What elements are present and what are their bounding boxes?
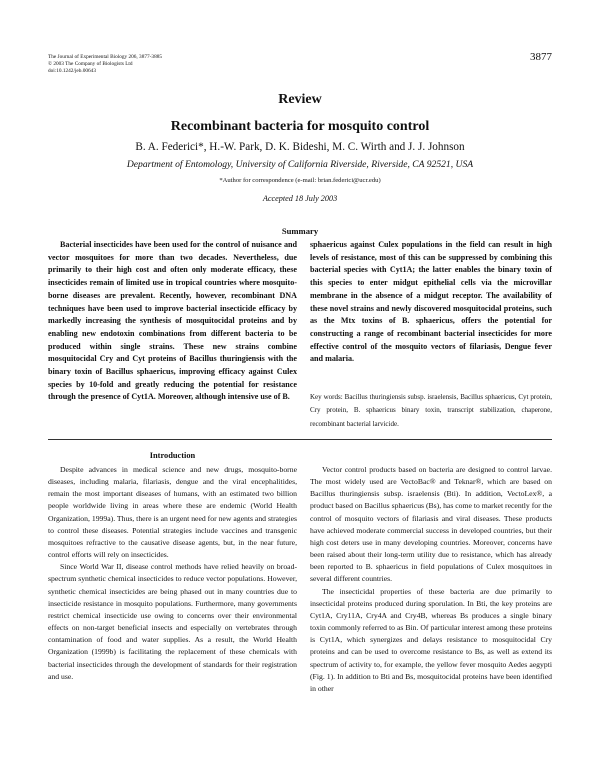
journal-info	[48, 54, 308, 76]
keywords-label: Key words:	[310, 393, 343, 401]
page-number: 3877	[530, 51, 552, 63]
summary-paragraph-left: Bacterial insecticides have been used for the control of nuisance and vector mosquitoes for more than two decades. Nevertheless, due primarily to their high cost and often only moderate efficacy, these insecticides remain of limited use in tropical countries where mosquito-borne diseases are prevalent. Recently, however, recombinant DNA techniques have been used to improve bacterial insecticide efficacy by markedly increasing the synthesis of mosquitocidal proteins and by enabling new endotoxin combinations from different bacteria to be produced within single strains. These new strains combine mosquitocidal Cry and Cyt proteins of Bacillus thuringiensis with the binary toxin of Bacillus sphaericus, improving efficacy against Culex species by 10-fold and greatly reducing the potential for resistance through the presence of Cyt1A. Moreover, although intensive use of B.	[48, 240, 297, 402]
doi-line: doi:10.1242/jeb.00643	[48, 68, 96, 75]
accepted-date: Accepted 18 July 2003	[262, 194, 338, 203]
article-type-heading: Review	[278, 92, 322, 107]
summary-left-column	[48, 239, 297, 404]
intro-paragraph-1: Despite advances in medical science and new drugs, mosquito-borne diseases, including malaria, filariasis, dengue and the viral encephalitides, remain the most important diseases of humans, with an estimated two billion people worldwide living in areas where these are endemic (World Health Organization, 1999a). Thus, there is an urgent need for new agents and strategies to control these diseases. Potential strategies include vaccines and transgenic mosquitoes refractive to the causative disease agents, but, in the near future, control efforts will rely on insecticides.	[48, 465, 297, 560]
correspondence-note: *Author for correspondence (e-mail: brian.federici@ucr.edu)	[219, 177, 381, 184]
paper-title: Recombinant bacteria for mosquito control	[170, 119, 430, 134]
intro-paragraph-3: Vector control products based on bacteria are designed to control larvae. The most widely used are VectoBac® and Teknar®, which are based on Bacillus thuringiensis subsp. israelensis (Bti). In addition, VectoLex®, a product based on Bacillus sphaericus (Bs), has come to market recently for the control of mosquito vectors of filariasis and viral diseases. These products have achieved moderate commercial success in developed countries, but their high cost deters use in many developing countries. Moreover, concerns have been raised about their long-term utility due to resistance, which has already been reported to B. sphaericus in field populations of Culex mosquitoes in several different countries.	[310, 465, 552, 584]
keywords-block	[310, 391, 552, 431]
introduction-heading: Introduction	[149, 451, 196, 460]
copyright-line: © 2003 The Company of Biologists Ltd	[48, 61, 133, 68]
keywords-text: Bacillus thuringiensis subsp. israelensis, Bacillus sphaericus, Cyt protein, Cry protein, B. sphaericus binary toxin, transcript stabilization, chaperone, recombinant bacterial larvicide.	[310, 393, 553, 428]
body-left-column	[48, 464, 297, 683]
author-list: B. A. Federici*, H.-W. Park, D. K. Bideshi, M. C. Wirth and J. J. Johnson	[135, 141, 465, 153]
summary-heading: Summary	[281, 226, 319, 236]
intro-paragraph-2: Since World War II, disease control methods have relied heavily on broad-spectrum synthetic chemical insecticides to reduce vector populations. However, synthetic chemical insecticides are being phased out in many countries due to insecticide resistance in mosquito populations. Furthermore, many governments restrict chemical insecticide use owing to concerns over their environmental effects on non-target beneficial insects and especially on vertebrates through contamination of food and water supplies. As a result, the World Health Organization (1999b) is facilitating the replacement of these chemicals with bacterial insecticides through the development of standards for their registration and use.	[48, 562, 297, 681]
body-right-column	[310, 464, 552, 695]
intro-paragraph-4: The insecticidal properties of these bacteria are due primarily to insecticidal proteins produced during sporulation. In Bti, the key proteins are Cyt1A, Cry11A, Cry4A and Cry4B, whereas Bs produces a single binary toxin commonly referred to as Bin. Of particular interest among these proteins is Cyt1A, which synergizes and delays resistance to mosquitocidal Cry proteins and can be used to overcome resistance to Bs, as well as extend its spectrum of activity to, for example, the yellow fever mosquito Aedes aegypti (Fig. 1). In addition to Bti and Bs, mosquitocidal proteins have been identified in other	[310, 586, 552, 693]
author-affiliation: Department of Entomology, University of California Riverside, Riverside, CA 92521, USA	[126, 159, 474, 170]
section-divider	[48, 439, 552, 440]
journal-citation: The Journal of Experimental Biology 206, 3877-3885	[48, 54, 163, 60]
summary-right-column	[310, 239, 552, 366]
summary-paragraph-right: sphaericus against Culex populations in the field can result in high levels of resistance, most of this can be suppressed by combining this bacterial species with Cyt1A; the latter enables the binary toxin of this species to enter midgut epithelial cells via the microvillar membrane in the absence of a midgut receptor. The availability of these novel strains and newly discovered mosquitocidal proteins, such as the Mtx toxins of B. sphaericus, offers the potential for constructing a range of recombinant bacterial insecticides for more effective control of the mosquito vectors of filariasis, Dengue fever and malaria.	[310, 240, 552, 364]
